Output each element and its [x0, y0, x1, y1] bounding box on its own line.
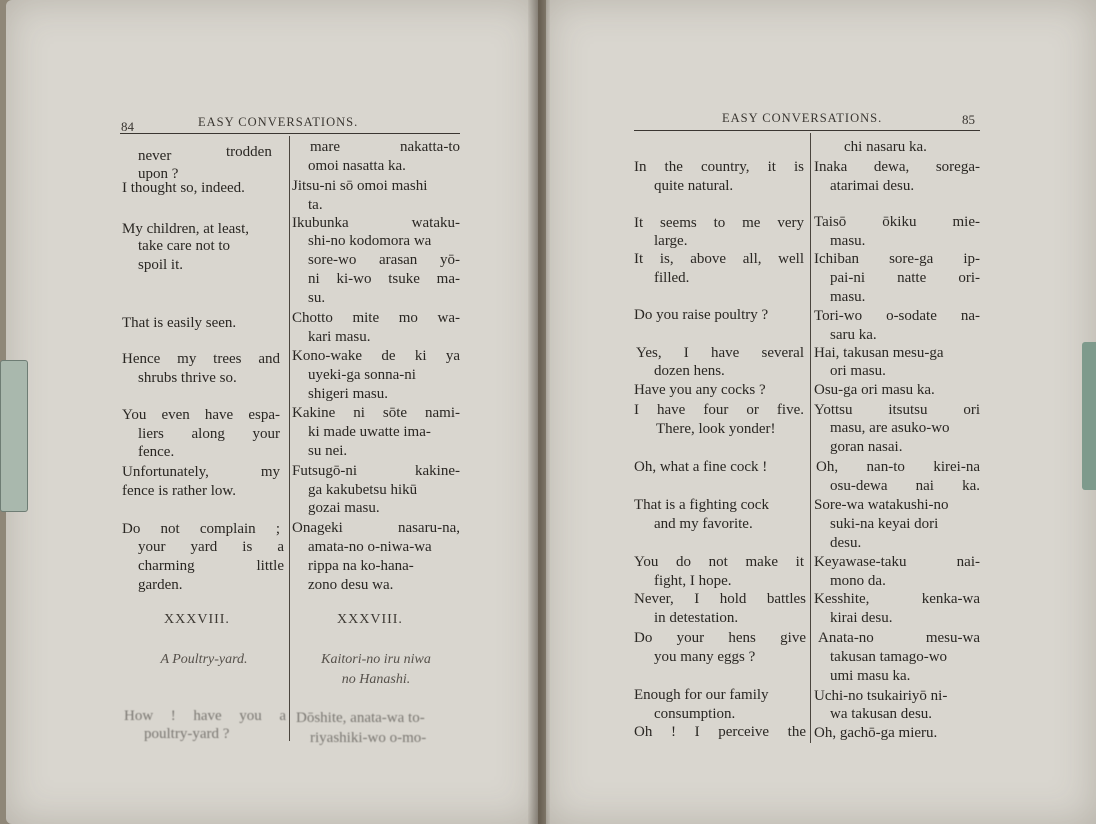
right-column-divider	[810, 133, 811, 743]
japanese-line: Ikubunka wataku-	[292, 215, 460, 231]
english-line: You even have espa-	[122, 407, 280, 423]
english-line: I thought so, indeed.	[122, 180, 245, 196]
english-line: Have you any cocks ?	[634, 382, 766, 398]
japanese-line: masu.	[830, 233, 866, 249]
english-line: and my favorite.	[654, 516, 753, 532]
japanese-line: ga kakubetsu hikū	[308, 482, 418, 498]
japanese-line: kari masu.	[308, 329, 371, 345]
japanese-line: Sore-wa watakushi-no	[814, 497, 949, 513]
section-title-english: A Poultry-yard.	[160, 652, 248, 667]
english-line: In the country, it is	[634, 159, 804, 175]
right-page-clip	[1082, 342, 1096, 490]
english-line: quite natural.	[654, 178, 734, 194]
japanese-line: su nei.	[308, 443, 348, 459]
final-english-line1: How ! have you a	[124, 708, 286, 724]
japanese-line: saru ka.	[830, 327, 877, 343]
japanese-line: suki-na keyai dori	[830, 516, 939, 532]
english-line: dozen hens.	[654, 363, 725, 379]
english-line: Hence my trees and	[122, 351, 280, 367]
japanese-line: Onageki nasaru-na,	[292, 520, 460, 536]
japanese-line: Kono-wake de ki ya	[292, 348, 460, 364]
left-column-divider	[289, 136, 290, 741]
japanese-line: Oh, gachō-ga mieru.	[814, 725, 938, 741]
japanese-line: mare nakatta-to	[310, 139, 460, 155]
japanese-line: masu, are asuko-wo	[830, 420, 950, 436]
japanese-line: Oh, nan-to kirei-na	[816, 459, 980, 475]
english-line: Do you raise poultry ?	[634, 307, 769, 323]
japanese-line: omoi nasatta ka.	[308, 158, 406, 174]
japanese-line: Chotto mite mo wa-	[292, 310, 460, 326]
japanese-line: uyeki-ga sonna-ni	[308, 367, 416, 383]
english-line: It is, above all, well	[634, 251, 804, 267]
japanese-line: Taisō ōkiku mie-	[814, 214, 980, 230]
english-line: Do your hens give	[634, 630, 806, 646]
english-line: shrubs thrive so.	[138, 370, 237, 386]
english-line: in detestation.	[654, 610, 739, 626]
japanese-line: Ichiban sore-ga ip-	[814, 251, 980, 267]
japanese-line: Hai, takusan mesu-ga	[814, 345, 944, 361]
english-line: Oh ! I perceive the	[634, 724, 806, 740]
english-line: filled.	[654, 270, 690, 286]
book-gutter	[528, 0, 550, 824]
english-line: large.	[654, 233, 688, 249]
english-line: Unfortunately, my	[122, 464, 280, 480]
section-title-japanese-line1: Kaitori-no iru niwa	[321, 652, 431, 667]
japanese-line: sore-wo arasan yō-	[308, 252, 460, 268]
japanese-line: ori masu.	[830, 363, 886, 379]
english-line: consumption.	[654, 706, 736, 722]
right-japanese-carryover: chi nasaru ka.	[844, 139, 927, 155]
english-line: Never, I hold battles	[634, 591, 806, 607]
japanese-line: Jitsu-ni sō omoi mashi	[292, 178, 428, 194]
japanese-line: Yottsu itsutsu ori	[814, 402, 980, 418]
left-page-clip	[0, 360, 28, 512]
english-line: fence.	[138, 444, 175, 460]
left-page-number: 84	[121, 119, 134, 134]
final-english-line2: poultry-yard ?	[144, 726, 230, 742]
japanese-line: shigeri masu.	[308, 386, 388, 402]
right-header-rule	[634, 130, 980, 131]
japanese-line: Kakine ni sōte nami-	[292, 405, 460, 421]
japanese-line: Inaka dewa, sorega-	[814, 159, 980, 175]
english-line: I have four or five.	[634, 402, 804, 418]
japanese-line: Kesshite, kenka-wa	[814, 591, 980, 607]
japanese-line: Futsugō-ni kakine-	[292, 463, 460, 479]
left-running-head: EASY CONVERSATIONS.	[198, 115, 359, 129]
english-line: charming little	[138, 558, 284, 574]
japanese-line: gozai masu.	[308, 500, 380, 516]
final-japanese-line2: riyashiki-wo o-mo-	[310, 730, 427, 746]
english-line: take care not to	[138, 238, 231, 254]
english-line: your yard is a	[138, 539, 284, 555]
japanese-line: atarimai desu.	[830, 178, 915, 194]
japanese-line: zono desu wa.	[308, 577, 394, 593]
japanese-line: ni ki-wo tsuke ma-	[308, 271, 460, 287]
japanese-line: pai-ni natte ori-	[830, 270, 980, 286]
final-japanese-line1: Dōshite, anata-wa to-	[296, 710, 425, 726]
section-number-english: XXXVIII.	[164, 612, 230, 627]
japanese-line: takusan tamago-wo	[830, 649, 948, 665]
japanese-line: wa takusan desu.	[830, 706, 933, 722]
english-line: liers along your	[138, 426, 280, 442]
japanese-line: Keyawase-taku nai-	[814, 554, 980, 570]
english-line: There, look yonder!	[656, 421, 776, 437]
english-line: trodden	[226, 144, 272, 160]
japanese-line: Anata-no mesu-wa	[818, 630, 980, 646]
japanese-line: su.	[308, 290, 326, 306]
japanese-line: Osu-ga ori masu ka.	[814, 382, 935, 398]
english-line: Enough for our family	[634, 687, 769, 703]
japanese-line: mono da.	[830, 573, 886, 589]
english-line: you many eggs ?	[654, 649, 756, 665]
japanese-line: umi masu ka.	[830, 668, 911, 684]
section-title-japanese-line2: no Hanashi.	[341, 672, 411, 687]
japanese-line: osu-dewa nai ka.	[830, 478, 980, 494]
english-line: You do not make it	[634, 554, 804, 570]
section-number-japanese: XXXVIII.	[337, 612, 403, 627]
english-line: It seems to me very	[634, 215, 804, 231]
japanese-line: shi-no kodomora wa	[308, 233, 432, 249]
japanese-line: desu.	[830, 535, 862, 551]
japanese-line: amata-no o-niwa-wa	[308, 539, 432, 555]
english-line: spoil it.	[138, 257, 184, 273]
english-line: never	[138, 148, 172, 164]
english-line: upon ?	[138, 166, 179, 182]
right-running-head: EASY CONVERSATIONS.	[722, 111, 883, 125]
japanese-line: kirai desu.	[830, 610, 893, 626]
english-line: Oh, what a fine cock !	[634, 459, 768, 475]
english-line: garden.	[138, 577, 183, 593]
english-line: fight, I hope.	[654, 573, 732, 589]
japanese-line: ki made uwatte ima-	[308, 424, 431, 440]
right-page-number: 85	[962, 112, 975, 127]
japanese-line: ta.	[308, 197, 323, 213]
english-line: That is a fighting cock	[634, 497, 769, 513]
english-line: My children, at least,	[122, 221, 250, 237]
japanese-line: masu.	[830, 289, 866, 305]
english-line: Yes, I have several	[636, 345, 804, 361]
japanese-line: Tori-wo o-sodate na-	[814, 308, 980, 324]
japanese-line: rippa na ko-hana-	[308, 558, 414, 574]
japanese-line: Uchi-no tsukairiyō ni-	[814, 688, 948, 704]
left-header-rule	[120, 133, 460, 134]
japanese-line: goran nasai.	[830, 439, 903, 455]
english-line: Do not complain ;	[122, 521, 280, 537]
english-line: fence is rather low.	[122, 483, 236, 499]
english-line: That is easily seen.	[122, 315, 237, 331]
